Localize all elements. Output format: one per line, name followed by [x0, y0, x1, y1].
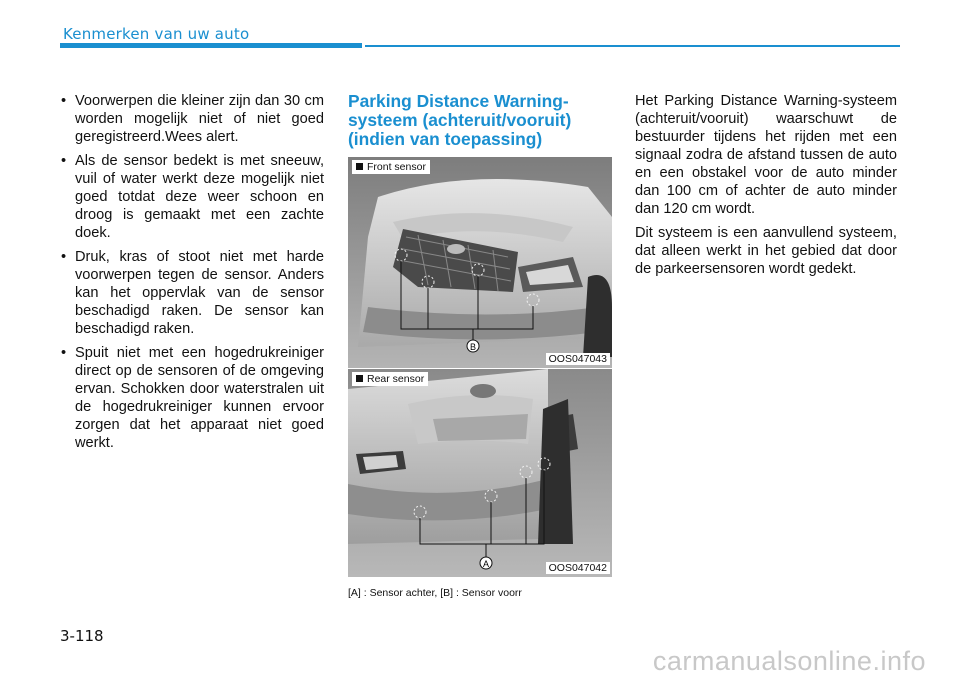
- right-column: [635, 92, 897, 284]
- rear-sensor-label-text: Rear sensor: [367, 373, 425, 385]
- callout-b: B: [469, 342, 477, 352]
- front-sensor-label: [352, 160, 430, 174]
- left-column: [60, 92, 324, 458]
- front-sensor-figure: [348, 157, 612, 368]
- rear-car-illustration: [348, 369, 612, 577]
- front-car-illustration: [348, 157, 612, 368]
- header-rule-thin: [365, 45, 900, 47]
- list-item-text: Voorwerpen die kleiner zijn dan 30 cm worden mogelijk niet of niet goed geregistreerd.Wees alert.: [75, 93, 324, 145]
- rear-figure-code: OOS047042: [546, 562, 610, 574]
- front-sensor-label-text: Front sensor: [367, 161, 426, 173]
- list-item-text: Spuit niet met een hogedrukreiniger direct op de sensoren of de omgeving ervan. Schokken door waterstralen uit de hogedrukreiniger kunnen ervoor zorgen dat het apparaat niet goed werkt.: [75, 345, 324, 451]
- figure-caption: [A] : Sensor achter, [B] : Sensor voorr: [348, 587, 522, 599]
- list-item-text: Als de sensor bedekt is met sneeuw, vuil of water werkt deze mogelijk niet goed totdat deze weer schoon en droog is gemaakt met een zachte doek.: [75, 153, 324, 241]
- caution-list: [60, 92, 324, 452]
- callout-a: A: [482, 559, 490, 569]
- rear-sensor-figure: [348, 369, 612, 577]
- bullet-square-icon: [356, 375, 363, 382]
- header-rule-thick: [60, 43, 362, 48]
- watermark: carmanualsonline.info: [652, 646, 926, 676]
- paragraph: Het Parking Distance Warning-systeem (achteruit/vooruit) waarschuwt de bestuurder tijdens het rijden met een signaal zodra de afstand tussen de auto en een obstakel voor de auto minder dan 100 cm of achter de auto minder dan 120 cm wordt.: [635, 93, 897, 217]
- bullet-square-icon: [356, 163, 363, 170]
- section-heading: Parking Distance Warning-systeem (achteruit/vooruit) (indien van toepassing): [348, 91, 572, 149]
- list-item: • Als de sensor bedekt is met sneeuw, vuil of water werkt deze mogelijk niet goed totdat deze weer schoon en droog is gemaakt met een zachte doek.: [61, 153, 324, 241]
- list-item: • Voorwerpen die kleiner zijn dan 30 cm worden mogelijk niet of niet goed geregistreerd.Wees alert.: [61, 93, 324, 145]
- list-item-text: Druk, kras of stoot niet met harde voorwerpen tegen de sensor. Anders kan het oppervlak van de sensor beschadigd raken. De sensor kan beschadigd raken.: [75, 249, 324, 337]
- list-item: • Druk, kras of stoot niet met harde voorwerpen tegen de sensor. Anders kan het oppervlak van de sensor beschadigd raken. De sensor kan beschadigd raken.: [61, 249, 324, 337]
- section-title: Kenmerken van uw auto: [63, 25, 250, 43]
- page-number: 3-118: [60, 627, 104, 645]
- paragraph: Dit systeem is een aanvullend systeem, dat alleen werkt in het gebied dat door de parkeersensoren wordt gedekt.: [635, 225, 897, 277]
- rear-sensor-label: [352, 372, 428, 386]
- middle-column: [348, 92, 612, 149]
- front-figure-code: OOS047043: [546, 353, 610, 365]
- list-item: • Spuit niet met een hogedrukreiniger direct op de sensoren of de omgeving ervan. Schokken door waterstralen uit de hogedrukreiniger kunnen ervoor zorgen dat het apparaat niet goed werkt.: [61, 345, 324, 451]
